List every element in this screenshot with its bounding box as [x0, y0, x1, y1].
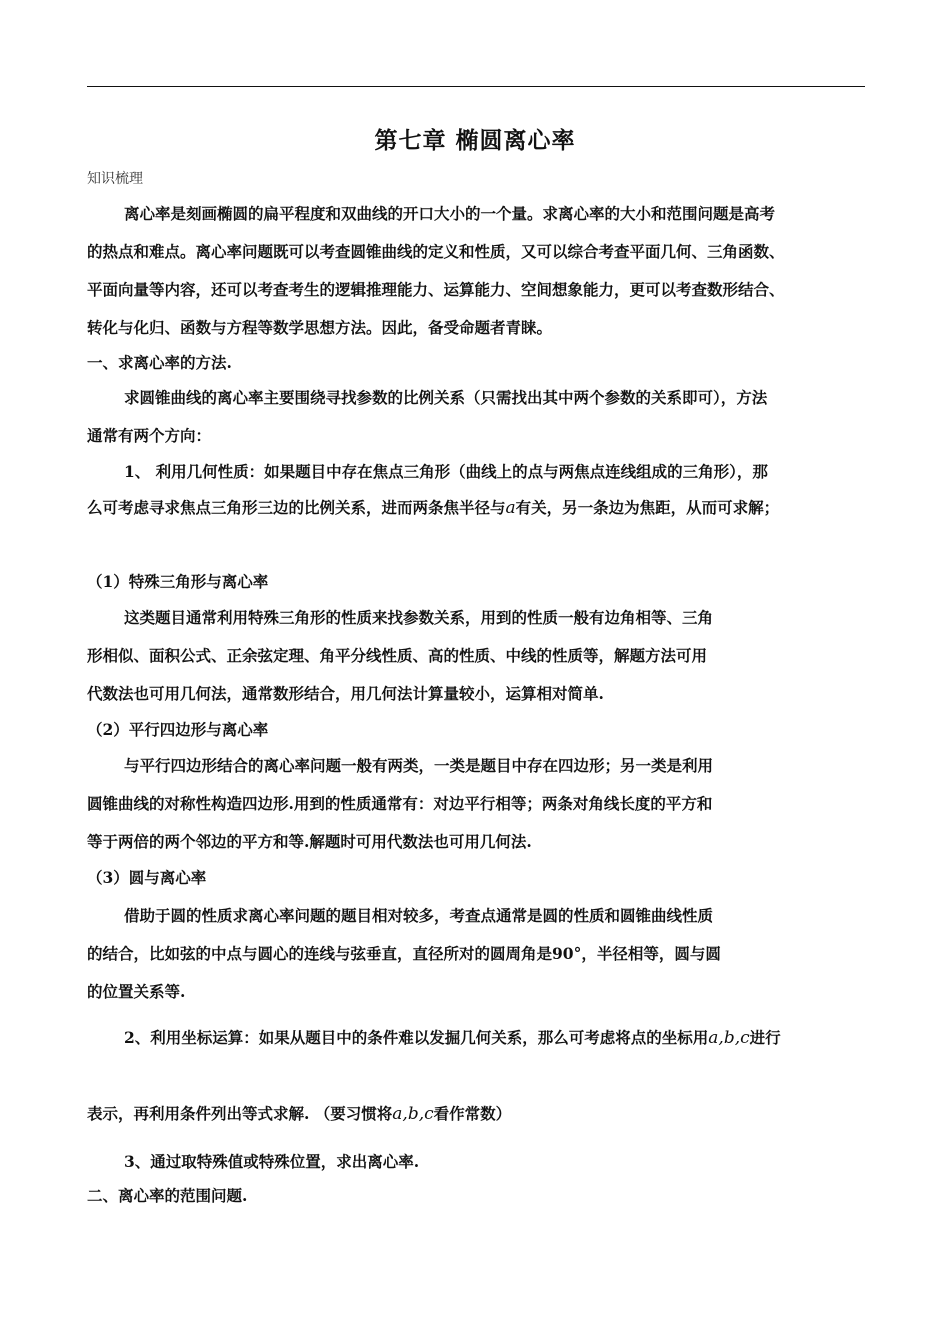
- text-run: 表示，再利用条件列出等式求解. （要习惯将: [87, 1104, 393, 1123]
- text-run: 有关，另一条边为焦距，从而可求解；: [515, 498, 780, 517]
- page-title: 第七章 椭圆离心率: [374, 127, 576, 154]
- paragraph-line: 与平行四边形结合的离心率问题一般有两类，一类是题目中存在四边形；另一类是利用: [124, 756, 714, 775]
- text-run: 看作常数）: [433, 1104, 512, 1123]
- paragraph-line: 平面向量等内容，还可以考查考生的逻辑推理能力、运算能力、空间想象能力，更可以考查数形结合、: [87, 280, 785, 299]
- paragraph-line: 求圆锥曲线的离心率主要围绕寻找参数的比例关系（只需找出其中两个参数的关系即可），方法: [124, 388, 768, 407]
- section-subtitle: 知识梳理: [87, 171, 143, 187]
- paragraph-line: 通常有两个方向：: [87, 426, 212, 445]
- subsection-heading: （3）圆与离心率: [87, 868, 207, 887]
- section-heading: 一、求离心率的方法.: [87, 353, 232, 372]
- math-symbol: a,b,c: [392, 1104, 434, 1124]
- math-symbol: a,b,c: [708, 1028, 750, 1048]
- subsection-heading: （2）平行四边形与离心率: [87, 720, 269, 739]
- paragraph-line: 代数法也可用几何法，通常数形结合，用几何法计算量较小，运算相对简单.: [87, 684, 604, 703]
- paragraph-line: 形相似、面积公式、正余弦定理、角平分线性质、高的性质、中线的性质等，解题方法可用: [87, 646, 708, 665]
- header-rule: [87, 86, 865, 87]
- paragraph-line: 借助于圆的性质求离心率问题的题目相对较多，考查点通常是圆的性质和圆锥曲线性质: [124, 906, 714, 925]
- paragraph-line: 的热点和难点。离心率问题既可以考查圆锥曲线的定义和性质，又可以综合考查平面几何、三角函数、: [87, 242, 785, 261]
- paragraph-line: [124, 1026, 781, 1048]
- text-run: 么可考虑寻求焦点三角形三边的比例关系，进而两条焦半径与: [87, 498, 506, 517]
- subsection-heading: （1）特殊三角形与离心率: [87, 572, 269, 591]
- paragraph-line: 等于两倍的两个邻边的平方和等.解题时可用代数法也可用几何法.: [87, 832, 532, 851]
- paragraph-line: 3、通过取特殊值或特殊位置，求出离心率.: [124, 1152, 420, 1171]
- paragraph-line: 的结合，比如弦的中点与圆心的连线与弦垂直，直径所对的圆周角是90°，半径相等，圆与圆: [87, 944, 721, 963]
- paragraph-line: 转化与化归、函数与方程等数学思想方法。因此，备受命题者青睐。: [87, 318, 553, 337]
- text-run: 进行: [749, 1028, 781, 1047]
- paragraph-line: 这类题目通常利用特殊三角形的性质来找参数关系，用到的性质一般有边角相等、三角: [124, 608, 714, 627]
- paragraph-line: [87, 496, 779, 518]
- math-symbol: a: [505, 498, 516, 518]
- text-run: 2、利用坐标运算：如果从题目中的条件难以发掘几何关系，那么可考虑将点的坐标用: [124, 1028, 709, 1047]
- paragraph-line: [87, 1102, 511, 1124]
- paragraph-line: 离心率是刻画椭圆的扁平程度和双曲线的开口大小的一个量。求离心率的大小和范围问题是高考: [124, 204, 776, 223]
- section-heading: 二、离心率的范围问题.: [87, 1186, 248, 1205]
- paragraph-line: 圆锥曲线的对称性构造四边形.用到的性质通常有：对边平行相等；两条对角线长度的平方和: [87, 794, 713, 813]
- paragraph-line: 的位置关系等.: [87, 982, 186, 1001]
- paragraph-line: 1、 利用几何性质：如果题目中存在焦点三角形（曲线上的点与两焦点连线组成的三角形），那: [124, 462, 768, 481]
